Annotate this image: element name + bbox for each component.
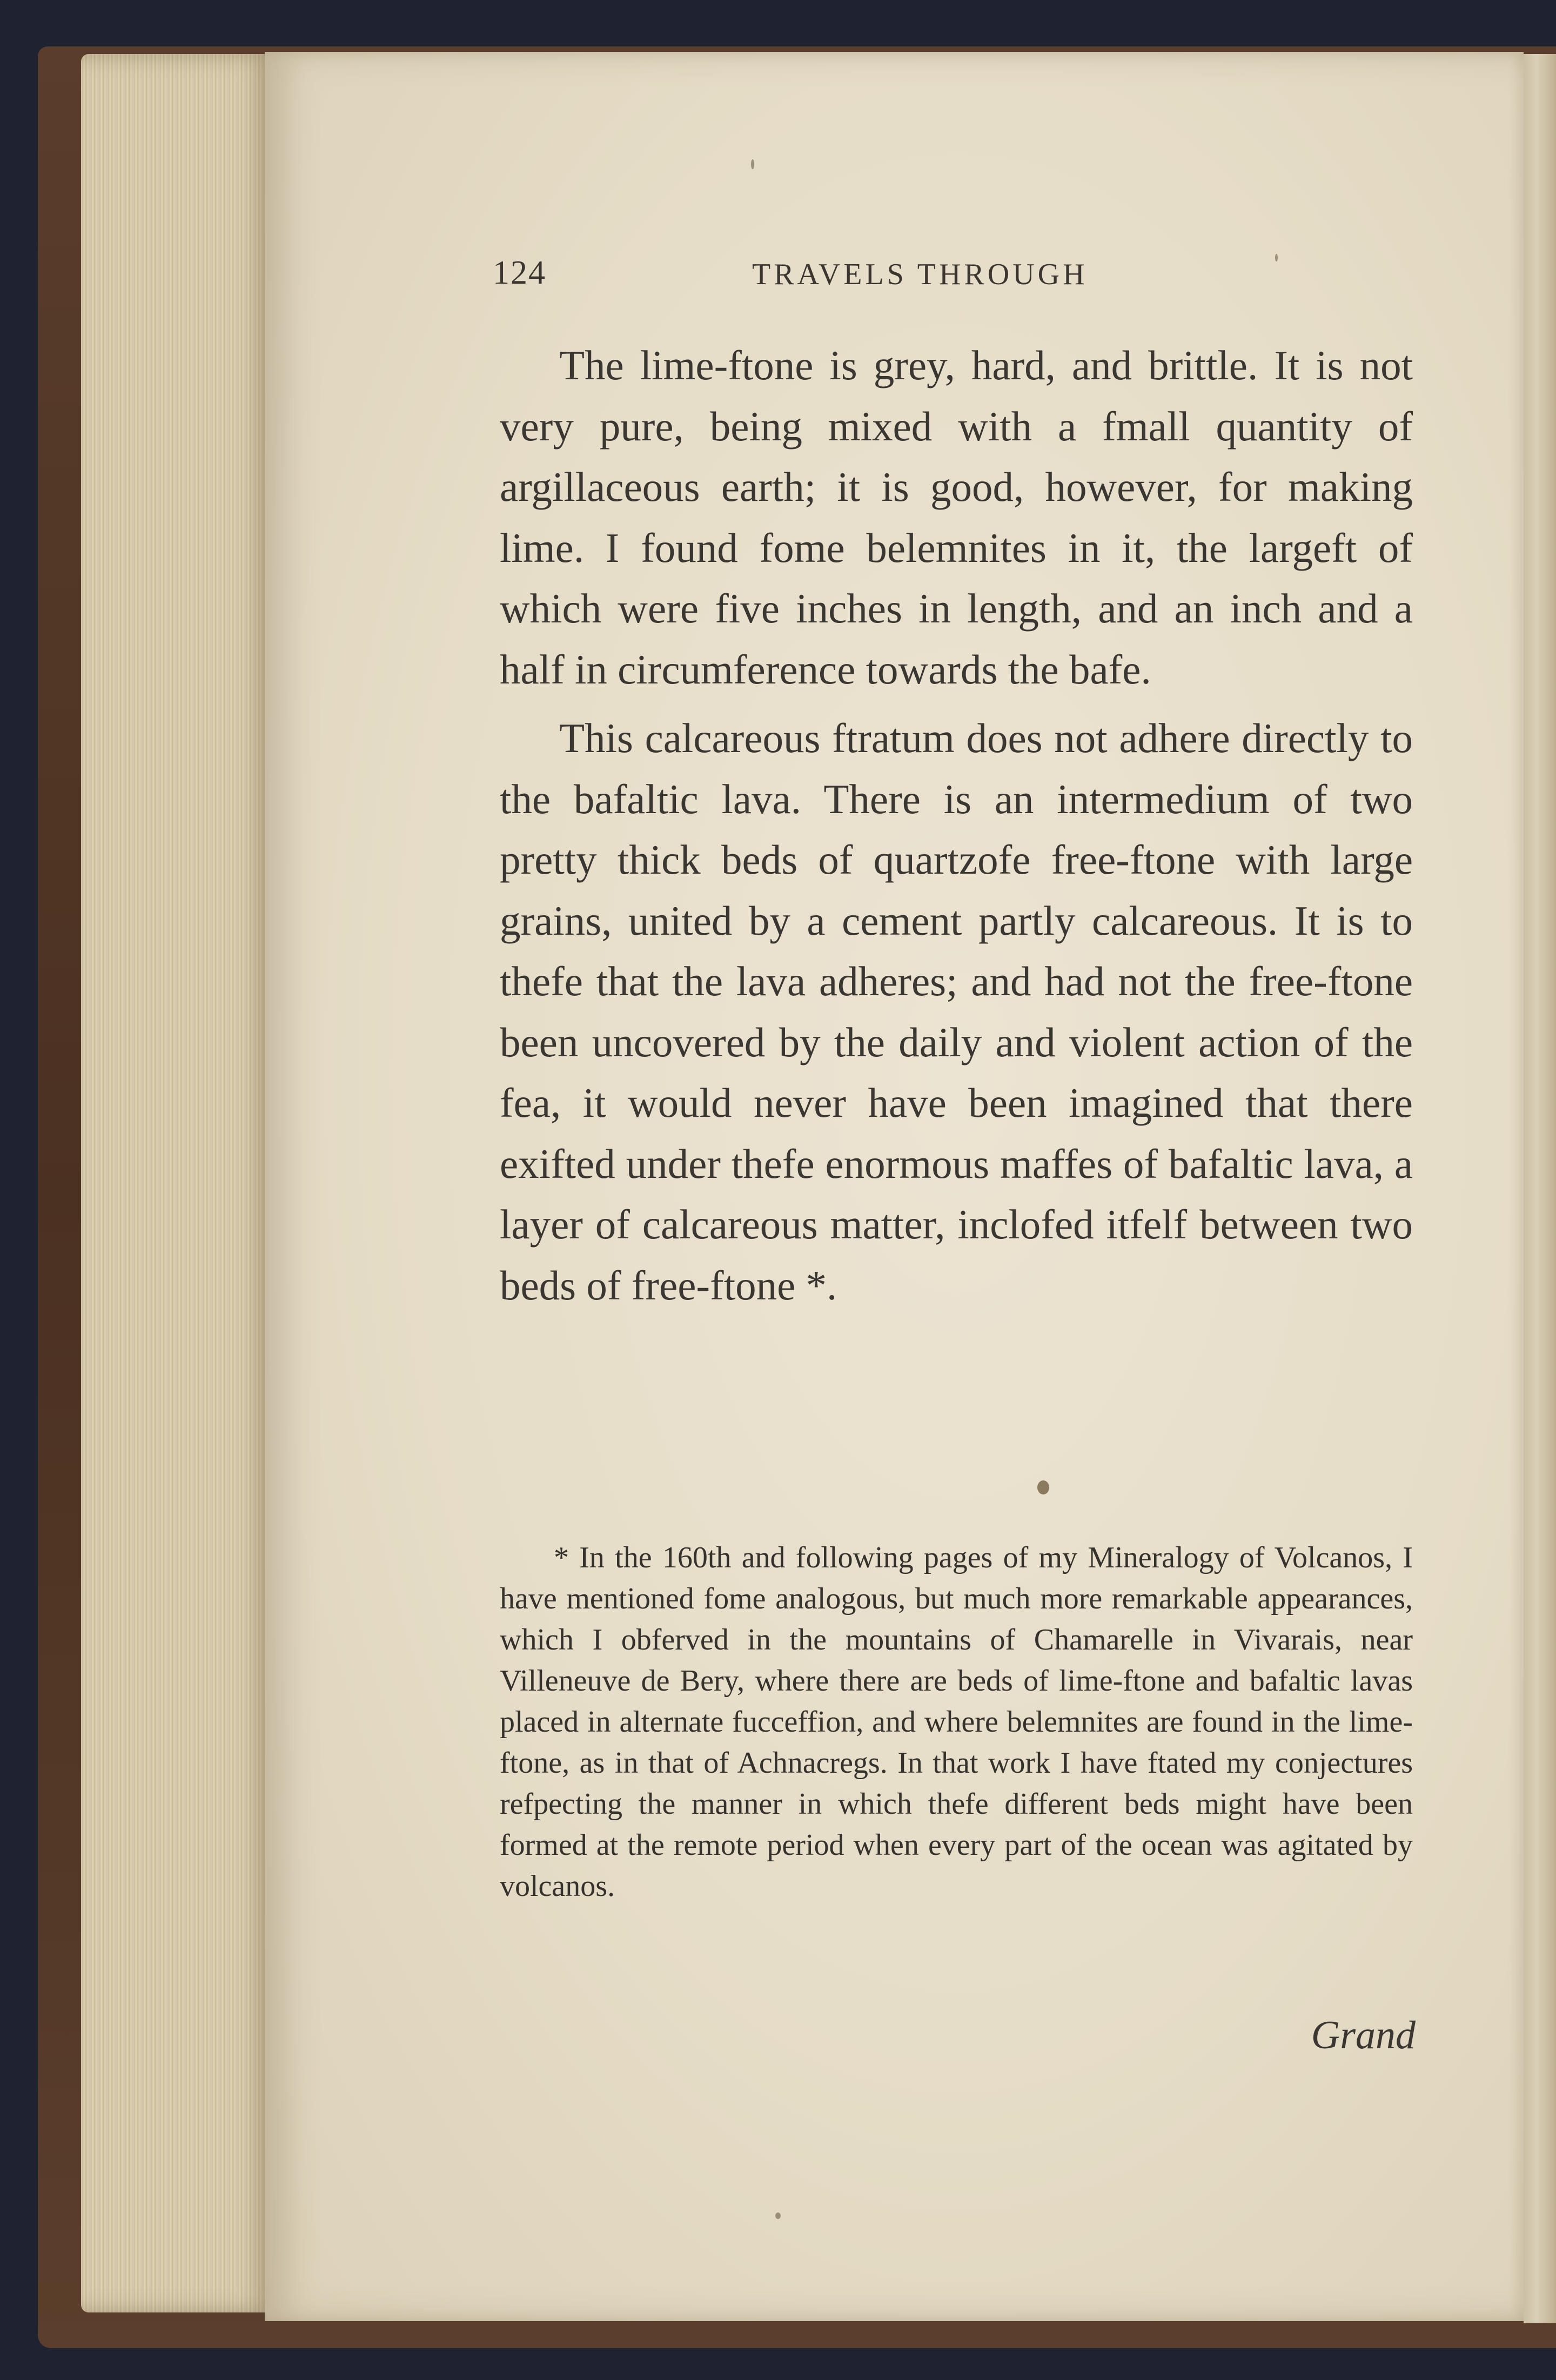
footnote: * In the 160th and following pages of my Mineralogy of Volcanos, I have mentioned fome analogous, but much more remarkable appearances, which I obferved in the mountains of Chamarelle in Vivarais, near Villeneuve de Bery, where there are beds of lime-ftone and bafaltic lavas placed in alternate fucceffion, and where belemnites are found in the lime-ftone, as in that of Achnacregs. In that work I have ftated my conjectures refpecting the manner in which thefe different beds might have been formed at the remote period when every part of the ocean was agitated by volcanos. <box>500 1541 1413 1903</box>
catchword: Grand <box>1311 2013 1416 2057</box>
speck <box>1037 1480 1049 1494</box>
speck <box>775 2213 781 2219</box>
main-text <box>500 335 1413 1316</box>
paragraph-1: The lime-ftone is grey, hard, and brittle. It is not very pure, being mixed with a fmall quantity of argillaceous earth; it is good, however, for making lime. I found fome belemnites in it, the largeft of which were five inches in length, and an inch and a half in circumference towards the bafe. <box>500 342 1413 693</box>
paragraph-2: This calcareous ftratum does not adhere directly to the bafaltic lava. There is an intermedium of two pretty thick beds of quartzofe free-ftone with large grains, united by a cement partly calcareous. It is to thefe that the lava adheres; and had not the free-ftone been uncovered by the daily and violent action of the fea, it would never have been imagined that there exifted under thefe enormous maffes of bafaltic lava, a layer of calcareous matter, inclofed itfelf between two beds of free-ftone *. <box>500 715 1413 1309</box>
facing-page-edge <box>1524 54 1556 2323</box>
running-title: TRAVELS THROUGH <box>752 258 1088 291</box>
speck <box>1275 254 1278 262</box>
speck <box>751 159 754 169</box>
page-edges <box>81 54 276 2312</box>
page-number: 124 <box>493 254 546 291</box>
running-head <box>493 254 1411 303</box>
